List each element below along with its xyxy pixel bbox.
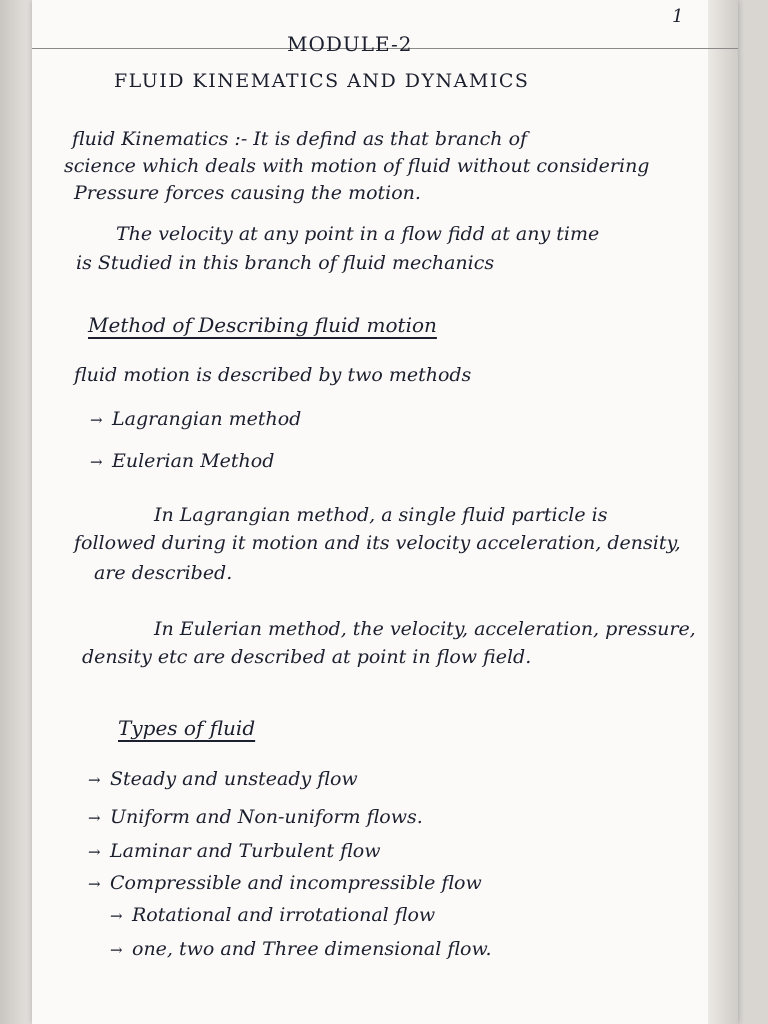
arrow-right-icon: → (88, 771, 101, 789)
type-item-rotational (110, 906, 435, 925)
velocity-note-line-2: is Studied in this branch of fluid mechanics (76, 252, 495, 274)
lagrangian-line-1: In Lagrangian method, a single fluid particle is (154, 504, 608, 526)
method-item-label: Lagrangian method (112, 408, 302, 430)
type-item-label: Laminar and Turbulent flow (110, 840, 381, 862)
eulerian-line-2: density etc are described at point in flow field. (82, 646, 532, 668)
type-item-uniform (88, 808, 423, 827)
type-item-laminar (88, 842, 381, 861)
page-edge-right (708, 0, 738, 1024)
method-item-lagrangian (90, 410, 301, 429)
type-item-label: Uniform and Non-uniform flows. (110, 806, 423, 828)
types-heading: Types of fluid (118, 716, 256, 740)
type-item-label: Compressible and incompressible flow (110, 872, 482, 894)
arrow-right-icon: → (88, 809, 101, 827)
kinematics-definition-line-1: fluid Kinematics :- It is defind as that branch of (72, 128, 528, 150)
lagrangian-line-2: followed during it motion and its velocity acceleration, density, (74, 532, 681, 554)
type-item-steady (88, 770, 358, 789)
kinematics-definition-line-2: science which deals with motion of fluid without considering (64, 155, 650, 177)
method-item-eulerian (90, 452, 274, 471)
arrow-right-icon: → (90, 453, 103, 471)
eulerian-line-1: In Eulerian method, the velocity, acceleration, pressure, (154, 618, 696, 640)
arrow-right-icon: → (88, 875, 101, 893)
type-item-label: Rotational and irrotational flow (132, 904, 436, 926)
arrow-right-icon: → (90, 411, 103, 429)
type-item-dimensional (110, 940, 492, 959)
arrow-right-icon: → (88, 843, 101, 861)
page-title: FLUID KINEMATICS AND DYNAMICS (114, 70, 530, 92)
arrow-right-icon: → (110, 907, 123, 925)
type-item-label: Steady and unsteady flow (110, 768, 358, 790)
notebook-page (32, 0, 738, 1024)
method-item-label: Eulerian Method (112, 450, 275, 472)
page-edge-left (0, 0, 32, 1024)
module-label: MODULE-2 (287, 32, 413, 56)
arrow-right-icon: → (110, 941, 123, 959)
page-number: 1 (672, 6, 684, 27)
velocity-note-line-1: The velocity at any point in a flow fidd at any time (116, 223, 600, 245)
methods-intro: fluid motion is described by two methods (74, 364, 472, 386)
kinematics-definition-line-3: Pressure forces causing the motion. (74, 182, 421, 204)
methods-heading: Method of Describing fluid motion (88, 313, 437, 337)
type-item-compressible (88, 874, 482, 893)
type-item-label: one, two and Three dimensional flow. (132, 938, 492, 960)
lagrangian-line-3: are described. (94, 562, 233, 584)
